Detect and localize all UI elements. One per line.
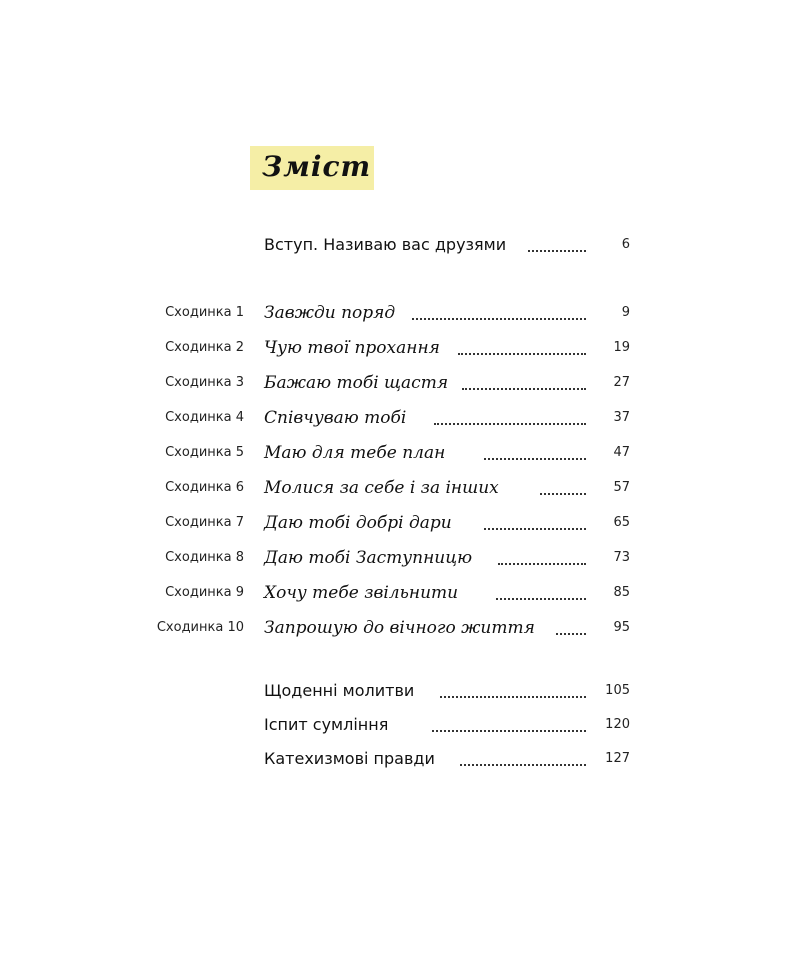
toc-step-label: Сходинка 6 [165,480,244,495]
toc-page-number: 37 [613,410,630,425]
leader-dots [440,694,586,698]
toc-appendix-label: Катехизмові правди [264,749,435,768]
toc-step-label: Сходинка 5 [165,445,244,460]
toc-appendix-row[interactable] [0,676,800,706]
toc-step-row[interactable] [0,333,800,363]
toc-step-title: Даю тобі Заступницю [264,548,473,568]
toc-step-row[interactable] [0,473,800,503]
toc-page-number: 6 [621,237,630,252]
toc-step-row[interactable] [0,543,800,573]
toc-step-row[interactable] [0,613,800,643]
toc-appendix-label: Іспит сумління [264,715,389,734]
toc-step-title: Хочу тебе звільнити [264,583,459,603]
toc-step-label: Сходинка 3 [165,375,244,390]
toc-appendix-row[interactable] [0,710,800,740]
toc-page-number: 9 [621,305,630,320]
toc-step-title: Бажаю тобі щастя [264,373,449,393]
toc-page-number: 47 [613,445,630,460]
leader-dots [458,351,586,355]
toc-page-number: 73 [613,550,630,565]
toc-step-label: Сходинка 4 [165,410,244,425]
toc-step-row[interactable] [0,578,800,608]
leader-dots [412,316,586,320]
toc-step-row[interactable] [0,368,800,398]
toc-page-number: 65 [613,515,630,530]
toc-step-row[interactable] [0,508,800,538]
toc-step-title: Маю для тебе план [264,443,446,463]
toc-page-number: 120 [605,717,630,732]
toc-step-title: Завжди поряд [264,303,396,323]
toc-step-label: Сходинка 7 [165,515,244,530]
toc-page-number: 127 [605,751,630,766]
toc-step-label: Сходинка 9 [165,585,244,600]
toc-appendix-row[interactable] [0,744,800,774]
toc-step-title: Даю тобі добрі дари [264,513,452,533]
toc-step-label: Сходинка 8 [165,550,244,565]
toc-step-title: Чую твої прохання [264,338,440,358]
leader-dots [434,421,586,425]
toc-page-number: 105 [605,683,630,698]
toc-page-number: 27 [613,375,630,390]
page-title: Зміст [262,150,372,183]
toc-step-label: Сходинка 1 [165,305,244,320]
toc-step-row[interactable] [0,438,800,468]
toc-page-number: 85 [613,585,630,600]
toc-intro-row[interactable] [0,230,800,260]
leader-dots [432,728,586,732]
toc-step-label: Сходинка 10 [156,620,244,635]
toc-step-row[interactable] [0,403,800,433]
leader-dots [462,386,586,390]
toc-step-row[interactable] [0,298,800,328]
leader-dots [460,762,586,766]
toc-page-number: 95 [613,620,630,635]
toc-step-title: Співчуваю тобі [264,408,407,428]
toc-step-title: Запрошую до вічного життя [264,618,535,638]
toc-appendix-label: Щоденні молитви [264,681,415,700]
toc-step-label: Сходинка 2 [165,340,244,355]
toc-page-number: 19 [613,340,630,355]
toc-intro-label: Вступ. Називаю вас друзями [264,235,507,254]
toc-page-number: 57 [613,480,630,495]
toc-step-title: Молися за себе і за інших [264,478,499,498]
